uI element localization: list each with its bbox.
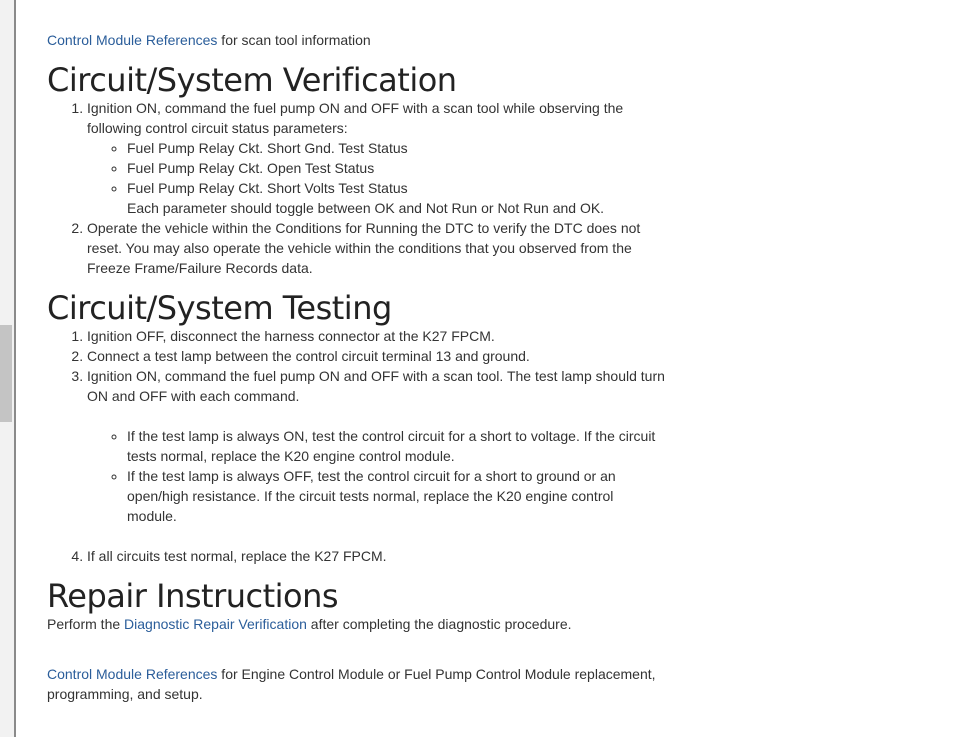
verification-step-1-text: Ignition ON, command the fuel pump ON and OFF with a scan tool while observing the following control circuit status parameters: xyxy=(87,100,624,136)
scrollbar-thumb[interactable] xyxy=(0,325,12,422)
status-parameter-item: ◦ Fuel Pump Relay Ckt. Short Gnd. Test Status xyxy=(127,138,667,158)
testing-step-3 xyxy=(87,366,667,546)
verification-step-1 xyxy=(87,98,667,218)
status-parameter-item xyxy=(127,178,667,218)
module-references-paragraph xyxy=(47,664,667,704)
verification-steps xyxy=(47,98,667,278)
diagnostic-repair-verification-link[interactable]: Diagnostic Repair Verification xyxy=(124,616,307,632)
test-lamp-result-item: ◦ If the test lamp is always ON, test the control circuit for a short to voltage. If the circuit tests normal, replace the K20 engine control module. xyxy=(127,426,667,466)
document-content xyxy=(47,30,667,704)
testing-steps xyxy=(47,326,667,566)
intro-text: for scan tool information xyxy=(217,32,371,48)
spacer xyxy=(87,526,667,546)
status-parameter-item: ◦ Fuel Pump Relay Ckt. Open Test Status xyxy=(127,158,667,178)
left-scroll-rail[interactable] xyxy=(0,0,16,737)
testing-step-2: 2. Connect a test lamp between the control circuit terminal 13 and ground. xyxy=(87,346,667,366)
repair-prefix: Perform the xyxy=(47,616,125,632)
testing-step-4: 4. If all circuits test normal, replace the K27 FPCM. xyxy=(87,546,667,566)
verification-step-2: 2. Operate the vehicle within the Conditions for Running the DTC to verify the DTC does not reset. You may also operate the vehicle within the conditions that you observed from the Freeze Frame/Failure Records data. xyxy=(87,218,667,278)
testing-step-3-text: Ignition ON, command the fuel pump ON and OFF with a scan tool. The test lamp should turn ON and OFF with each command. xyxy=(87,368,665,404)
repair-heading: Repair Instructions xyxy=(47,577,339,615)
test-lamp-result-item: ◦ If the test lamp is always OFF, test the control circuit for a short to ground or an open/high resistance. If the circuit tests normal, replace the K20 engine control module. xyxy=(127,466,667,526)
spacer xyxy=(47,634,667,664)
testing-step-1: 1. Ignition OFF, disconnect the harness connector at the K27 FPCM. xyxy=(87,326,667,346)
repair-suffix: after completing the diagnostic procedure. xyxy=(306,616,572,632)
module-references-text: for Engine Control Module or Fuel Pump Control Module replacement, programming, and setup. xyxy=(47,666,656,702)
spacer xyxy=(87,406,667,426)
status-parameter-text: Fuel Pump Relay Ckt. Short Volts Test Status xyxy=(127,180,408,196)
testing-heading: Circuit/System Testing xyxy=(47,289,392,327)
control-module-references-link[interactable]: Control Module References xyxy=(47,32,218,48)
control-module-references-link-2[interactable]: Control Module References xyxy=(47,666,218,682)
parameter-note: Each parameter should toggle between OK and Not Run or Not Run and OK. xyxy=(127,200,605,216)
status-parameter-list xyxy=(87,138,667,218)
verification-heading: Circuit/System Verification xyxy=(47,61,457,99)
intro-paragraph xyxy=(47,30,667,50)
test-lamp-result-list xyxy=(87,426,667,526)
repair-verification-paragraph xyxy=(47,614,667,634)
